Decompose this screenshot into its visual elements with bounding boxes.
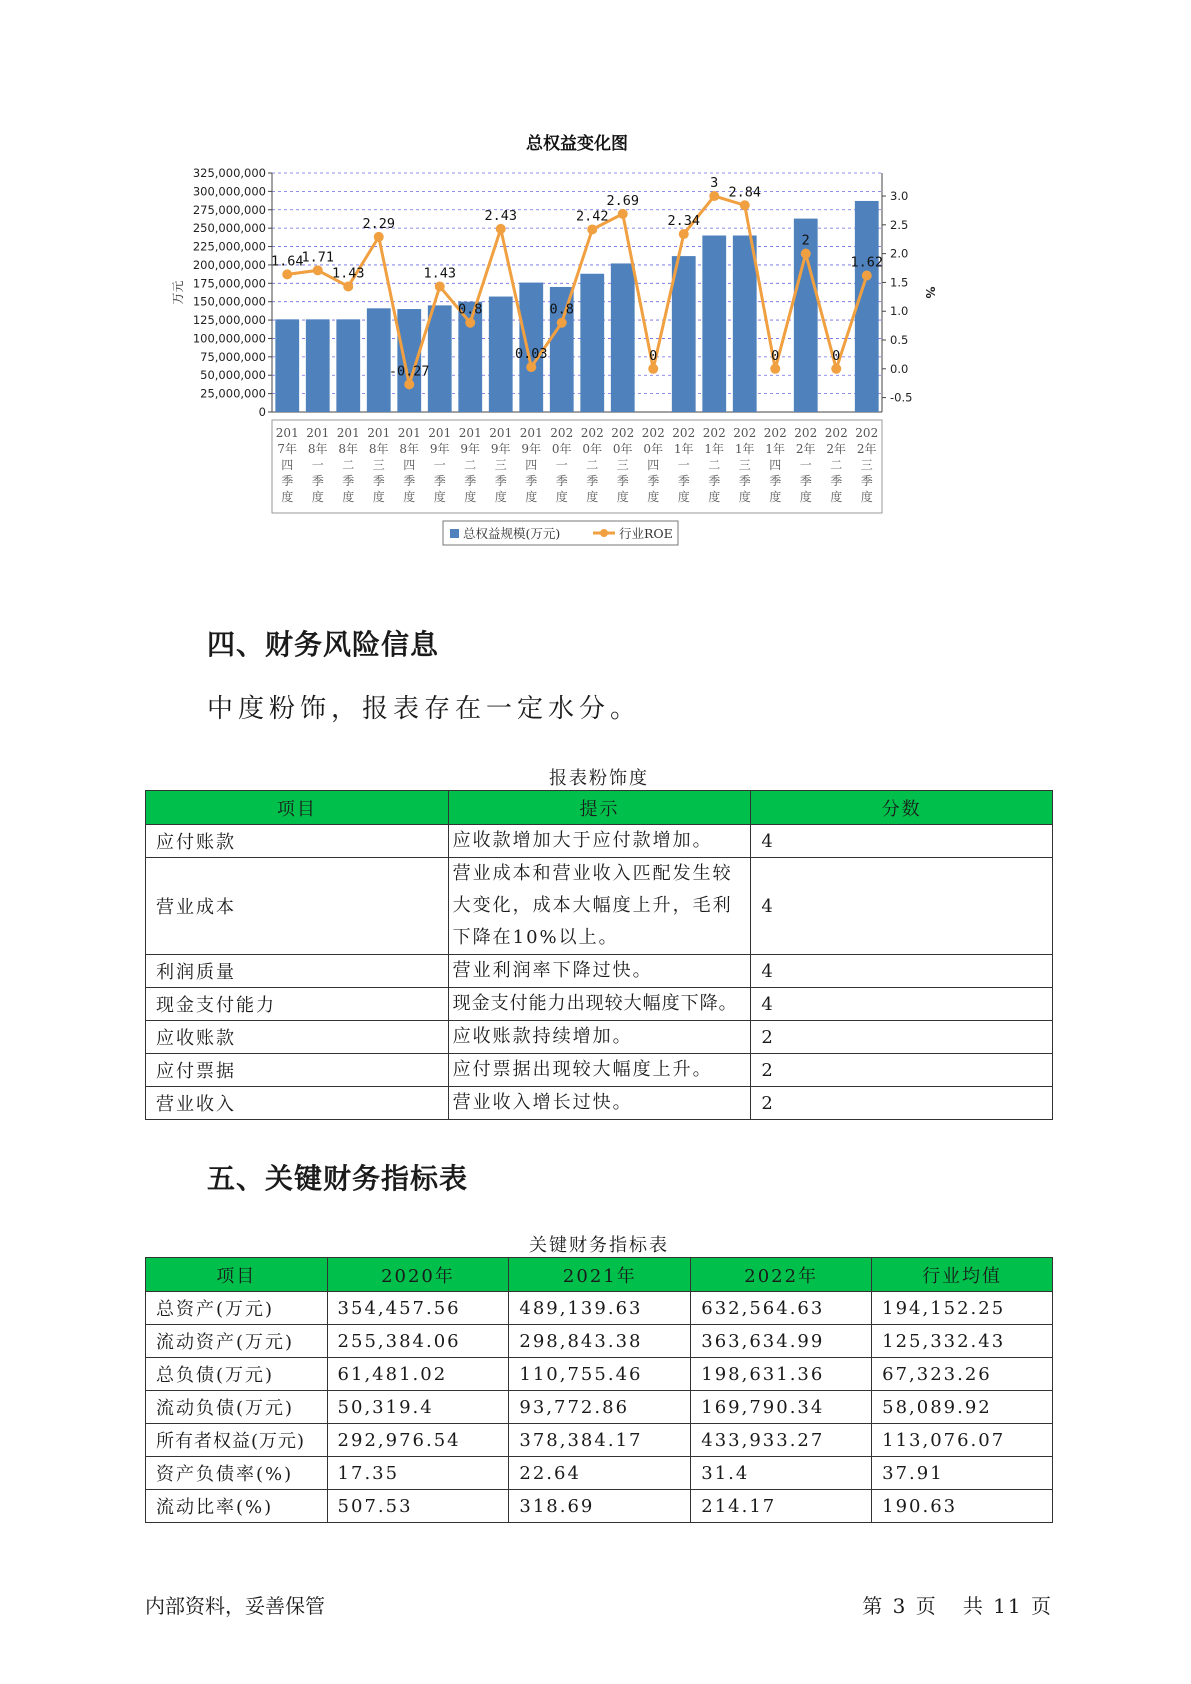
right-tick-label: 1.5 [890, 275, 909, 290]
kpi-value-cell: 169,790.34 [691, 1391, 872, 1424]
roe-data-label: 1.64 [270, 253, 304, 270]
kpi-value-cell: 67,323.26 [872, 1358, 1053, 1391]
category-label: 201 [275, 426, 299, 440]
roe-data-label: 2.42 [575, 208, 609, 225]
category-label: 7年 [277, 442, 298, 456]
category-label: 2年 [856, 442, 877, 456]
kpi-value-cell: 125,332.43 [872, 1325, 1053, 1358]
category-label: 季 [830, 474, 843, 488]
roe-data-label: 2.43 [484, 207, 518, 224]
category-label: 二 [464, 458, 477, 472]
table-row [146, 1490, 1053, 1523]
category-label: 0年 [612, 442, 633, 456]
category-label: 度 [769, 490, 782, 504]
left-tick-label: 25,000,000 [200, 386, 266, 401]
section-heading-financial-risk: 四、财务风险信息 [207, 628, 440, 661]
risk-item-cell: 应付票据 [146, 1054, 449, 1087]
kpi-item-cell: 总资产(万元) [146, 1292, 328, 1325]
kpi-value-cell: 50,319.4 [327, 1391, 509, 1424]
kpi-value-cell: 378,384.17 [509, 1424, 691, 1457]
kpi-value-cell: 113,076.07 [872, 1424, 1053, 1457]
risk-header-item: 项目 [146, 791, 449, 825]
kpi-item-cell: 流动资产(万元) [146, 1325, 328, 1358]
table-row [146, 858, 1053, 955]
category-frame [272, 420, 882, 513]
category-label: 9年 [490, 442, 511, 456]
equity-bar [611, 263, 635, 412]
kpi-value-cell: 37.91 [872, 1457, 1053, 1490]
kpi-value-cell: 214.17 [691, 1490, 872, 1523]
equity-bar [367, 308, 391, 412]
category-label: 三 [860, 458, 873, 472]
category-label: 1年 [734, 442, 755, 456]
footer-confidential-note: 内部资料，妥善保管 [145, 1594, 325, 1618]
left-tick-label: 225,000,000 [192, 239, 266, 254]
roe-point [587, 224, 597, 234]
legend-bar-swatch [450, 529, 459, 538]
category-label: 四 [647, 458, 660, 472]
category-label: 201 [306, 426, 330, 440]
roe-point [801, 249, 811, 259]
right-tick-label: 0.0 [890, 361, 909, 376]
right-tick-label: 3.0 [890, 189, 909, 204]
category-label: 9年 [460, 442, 481, 456]
roe-point [679, 229, 689, 239]
category-label: 一 [311, 458, 324, 472]
category-label: 一 [555, 458, 568, 472]
category-label: 度 [433, 490, 446, 504]
category-label: 季 [403, 474, 416, 488]
kpi-header-2022: 2022年 [691, 1258, 872, 1292]
risk-score-cell: 4 [751, 955, 1053, 988]
category-label: 度 [372, 490, 385, 504]
table-row [146, 1021, 1053, 1054]
table-row [146, 1325, 1053, 1358]
roe-data-label: 1.43 [423, 265, 457, 282]
risk-item-cell: 营业成本 [146, 858, 449, 955]
kpi-value-cell: 110,755.46 [509, 1358, 691, 1391]
table-row [146, 1087, 1053, 1120]
category-label: 201 [519, 426, 543, 440]
category-label: 季 [677, 474, 690, 488]
category-label: 一 [799, 458, 812, 472]
table-row [146, 1358, 1053, 1391]
left-tick-label: 100,000,000 [192, 331, 266, 346]
left-tick-label: 325,000,000 [192, 166, 266, 180]
category-label: 四 [769, 458, 782, 472]
category-label: 202 [672, 426, 696, 440]
kpi-value-cell: 17.35 [327, 1457, 509, 1490]
kpi-value-cell: 22.64 [509, 1457, 691, 1490]
category-label: 202 [702, 426, 726, 440]
category-label: 202 [733, 426, 757, 440]
roe-point [740, 200, 750, 210]
risk-table-header-row [146, 791, 1053, 825]
category-label: 201 [458, 426, 482, 440]
category-label: 二 [708, 458, 721, 472]
category-label: 季 [433, 474, 446, 488]
roe-data-label: 2 [801, 232, 810, 249]
kpi-item-cell: 总负债(万元) [146, 1358, 328, 1391]
equity-bar [733, 236, 757, 412]
equity-chart-svg [160, 130, 1040, 600]
equity-bar [672, 256, 696, 412]
kpi-value-cell: 198,631.36 [691, 1358, 872, 1391]
section-heading-key-indicators: 五、关键财务指标表 [207, 1162, 469, 1195]
left-tick-label: 250,000,000 [192, 221, 266, 236]
right-tick-label: 0.5 [890, 333, 909, 348]
left-tick-label: 150,000,000 [192, 294, 266, 309]
table-row [146, 1457, 1053, 1490]
legend-bar-label: 总权益规模(万元) [463, 526, 561, 541]
roe-data-label: 0 [832, 347, 841, 364]
category-label: 202 [855, 426, 879, 440]
roe-point [343, 281, 353, 291]
equity-bar [275, 319, 299, 412]
category-label: 二 [586, 458, 599, 472]
category-label: 季 [769, 474, 782, 488]
table-row [146, 988, 1053, 1021]
kpi-value-cell: 632,564.63 [691, 1292, 872, 1325]
left-tick-label: 125,000,000 [192, 313, 266, 328]
category-label: 度 [677, 490, 690, 504]
category-label: 一 [677, 458, 690, 472]
risk-hint-cell: 现金支付能力出现较大幅度下降。 [448, 988, 751, 1021]
risk-table [145, 790, 1053, 1120]
risk-hint-cell: 应收款增加大于应付款增加。 [448, 825, 751, 858]
category-label: 度 [342, 490, 355, 504]
category-label: 201 [367, 426, 391, 440]
roe-point [831, 364, 841, 374]
equity-bar [489, 297, 513, 412]
kpi-value-cell: 255,384.06 [327, 1325, 509, 1358]
kpi-value-cell: 194,152.25 [872, 1292, 1053, 1325]
category-label: 度 [586, 490, 599, 504]
category-label: 季 [372, 474, 385, 488]
category-label: 度 [555, 490, 568, 504]
roe-data-label: 0.8 [549, 301, 574, 318]
risk-hint-cell: 应收账款持续增加。 [448, 1021, 751, 1054]
table-row [146, 1424, 1053, 1457]
category-label: 二 [342, 458, 355, 472]
category-label: 度 [464, 490, 477, 504]
risk-score-cell: 2 [751, 1054, 1053, 1087]
category-label: 四 [403, 458, 416, 472]
category-label: 1年 [673, 442, 694, 456]
category-label: 202 [580, 426, 604, 440]
roe-point [374, 232, 384, 242]
risk-score-cell: 2 [751, 1021, 1053, 1054]
category-label: 季 [494, 474, 507, 488]
left-tick-label: 75,000,000 [200, 349, 266, 364]
kpi-table-header-row [146, 1258, 1053, 1292]
category-label: 季 [708, 474, 721, 488]
kpi-item-cell: 流动负债(万元) [146, 1391, 328, 1424]
category-label: 度 [281, 490, 294, 504]
roe-data-label: 2.69 [606, 192, 640, 209]
kpi-value-cell: 93,772.86 [509, 1391, 691, 1424]
equity-bar [336, 319, 360, 412]
risk-hint-cell: 应付票据出现较大幅度上升。 [448, 1054, 751, 1087]
category-label: 度 [738, 490, 751, 504]
right-tick-label: -0.5 [890, 390, 913, 405]
risk-header-hint: 提示 [448, 791, 751, 825]
kpi-table [145, 1257, 1053, 1523]
category-label: 度 [799, 490, 812, 504]
roe-data-label: 1.71 [301, 249, 335, 266]
category-label: 202 [641, 426, 665, 440]
category-label: 8年 [307, 442, 328, 456]
roe-point [435, 281, 445, 291]
risk-hint-cell: 营业成本和营业收入匹配发生较大变化，成本大幅度上升，毛利下降在10%以上。 [448, 858, 751, 955]
kpi-value-cell: 354,457.56 [327, 1292, 509, 1325]
risk-hint-cell: 营业利润率下降过快。 [448, 955, 751, 988]
category-label: 202 [611, 426, 635, 440]
category-label: 三 [494, 458, 507, 472]
category-label: 季 [860, 474, 873, 488]
roe-point [313, 265, 323, 275]
right-axis-label: % [923, 286, 937, 299]
category-label: 8年 [368, 442, 389, 456]
roe-data-label: 2.84 [728, 184, 762, 201]
category-label: 三 [738, 458, 751, 472]
category-label: 201 [336, 426, 360, 440]
table-row [146, 825, 1053, 858]
kpi-value-cell: 318.69 [509, 1490, 691, 1523]
kpi-value-cell: 489,139.63 [509, 1292, 691, 1325]
category-label: 0年 [551, 442, 572, 456]
kpi-value-cell: 31.4 [691, 1457, 872, 1490]
category-label: 季 [281, 474, 294, 488]
risk-table-caption: 报表粉饰度 [549, 768, 649, 789]
kpi-table-caption: 关键财务指标表 [529, 1235, 669, 1256]
category-label: 季 [464, 474, 477, 488]
category-label: 季 [647, 474, 660, 488]
category-label: 季 [799, 474, 812, 488]
right-tick-label: 2.5 [890, 217, 909, 232]
category-label: 9年 [429, 442, 450, 456]
table-row [146, 1292, 1053, 1325]
category-label: 201 [397, 426, 421, 440]
category-label: 三 [616, 458, 629, 472]
legend-line-label: 行业ROE [619, 526, 673, 541]
category-label: 度 [616, 490, 629, 504]
kpi-header-item: 项目 [146, 1258, 328, 1292]
risk-item-cell: 营业收入 [146, 1087, 449, 1120]
category-label: 度 [860, 490, 873, 504]
category-label: 四 [281, 458, 294, 472]
risk-score-cell: 2 [751, 1087, 1053, 1120]
left-tick-label: 0 [258, 405, 266, 419]
category-label: 201 [428, 426, 452, 440]
left-tick-label: 275,000,000 [192, 202, 266, 217]
category-label: 季 [738, 474, 751, 488]
roe-point [404, 379, 414, 389]
roe-data-label: -0.27 [388, 363, 430, 380]
category-label: 0年 [643, 442, 664, 456]
risk-item-cell: 利润质量 [146, 955, 449, 988]
category-label: 202 [824, 426, 848, 440]
roe-data-label: 1.62 [850, 254, 884, 271]
equity-chart [160, 130, 1040, 600]
kpi-value-cell: 298,843.38 [509, 1325, 691, 1358]
roe-point [465, 318, 475, 328]
category-label: 202 [550, 426, 574, 440]
kpi-header-industry-avg: 行业均值 [872, 1258, 1053, 1292]
equity-bar [702, 236, 726, 412]
kpi-value-cell: 363,634.99 [691, 1325, 872, 1358]
kpi-value-cell: 190.63 [872, 1490, 1053, 1523]
kpi-item-cell: 流动比率(%) [146, 1490, 328, 1523]
category-label: 9年 [521, 442, 542, 456]
category-label: 202 [794, 426, 818, 440]
risk-item-cell: 应收账款 [146, 1021, 449, 1054]
legend-line-marker [600, 529, 608, 537]
roe-data-label: 0.8 [458, 301, 483, 318]
risk-item-cell: 现金支付能力 [146, 988, 449, 1021]
category-label: 一 [433, 458, 446, 472]
category-label: 季 [342, 474, 355, 488]
roe-data-label: 1.43 [331, 265, 365, 282]
roe-data-label: 2.29 [362, 215, 396, 232]
kpi-value-cell: 61,481.02 [327, 1358, 509, 1391]
risk-score-cell: 4 [751, 825, 1053, 858]
category-label: 季 [311, 474, 324, 488]
left-tick-label: 300,000,000 [192, 184, 266, 199]
left-axis-label: 万元 [171, 280, 185, 305]
roe-point [557, 318, 567, 328]
roe-point [282, 269, 292, 279]
category-label: 度 [647, 490, 660, 504]
table-row [146, 1054, 1053, 1087]
table-row [146, 955, 1053, 988]
roe-data-label: 0 [771, 347, 780, 364]
equity-bar [428, 305, 452, 412]
category-label: 三 [372, 458, 385, 472]
category-label: 季 [586, 474, 599, 488]
category-label: 度 [830, 490, 843, 504]
roe-data-label: 0.03 [514, 346, 548, 363]
kpi-header-2021: 2021年 [509, 1258, 691, 1292]
category-label: 二 [830, 458, 843, 472]
category-label: 度 [494, 490, 507, 504]
category-label: 1年 [704, 442, 725, 456]
right-tick-label: 1.0 [890, 304, 909, 319]
category-label: 2年 [826, 442, 847, 456]
category-label: 季 [525, 474, 538, 488]
roe-data-label: 0 [649, 347, 658, 364]
kpi-header-2020: 2020年 [327, 1258, 509, 1292]
kpi-value-cell: 507.53 [327, 1490, 509, 1523]
category-label: 度 [708, 490, 721, 504]
category-label: 度 [311, 490, 324, 504]
risk-item-cell: 应付账款 [146, 825, 449, 858]
category-label: 季 [555, 474, 568, 488]
category-label: 8年 [399, 442, 420, 456]
kpi-value-cell: 292,976.54 [327, 1424, 509, 1457]
category-label: 度 [403, 490, 416, 504]
risk-header-score: 分数 [751, 791, 1053, 825]
right-tick-label: 2.0 [890, 246, 909, 261]
left-tick-label: 175,000,000 [192, 276, 266, 291]
category-label: 季 [616, 474, 629, 488]
roe-point [770, 364, 780, 374]
roe-point [648, 364, 658, 374]
kpi-value-cell: 58,089.92 [872, 1391, 1053, 1424]
category-label: 1年 [765, 442, 786, 456]
roe-point [526, 362, 536, 372]
table-row [146, 1391, 1053, 1424]
equity-bar [306, 319, 330, 412]
roe-data-label: 2.34 [667, 213, 701, 230]
roe-point [862, 271, 872, 281]
category-label: 8年 [338, 442, 359, 456]
category-label: 度 [525, 490, 538, 504]
category-label: 四 [525, 458, 538, 472]
equity-bar [855, 201, 879, 412]
kpi-item-cell: 所有者权益(万元) [146, 1424, 328, 1457]
kpi-value-cell: 433,933.27 [691, 1424, 872, 1457]
risk-hint-cell: 营业收入增长过快。 [448, 1087, 751, 1120]
equity-bar [580, 274, 604, 412]
left-tick-label: 50,000,000 [200, 368, 266, 383]
footer-page-number: 第 3 页 共 11 页 [862, 1594, 1053, 1618]
left-tick-label: 200,000,000 [192, 257, 266, 272]
roe-point [618, 209, 628, 219]
risk-summary-text: 中度粉饰，报表存在一定水分。 [207, 694, 642, 724]
category-label: 201 [489, 426, 513, 440]
roe-data-label: 3 [710, 175, 719, 192]
kpi-item-cell: 资产负债率(%) [146, 1457, 328, 1490]
category-label: 0年 [582, 442, 603, 456]
chart-title: 总权益变化图 [526, 134, 628, 154]
risk-score-cell: 4 [751, 988, 1053, 1021]
risk-score-cell: 4 [751, 858, 1053, 955]
category-label: 202 [763, 426, 787, 440]
roe-point [709, 191, 719, 201]
category-label: 2年 [795, 442, 816, 456]
roe-point [496, 224, 506, 234]
